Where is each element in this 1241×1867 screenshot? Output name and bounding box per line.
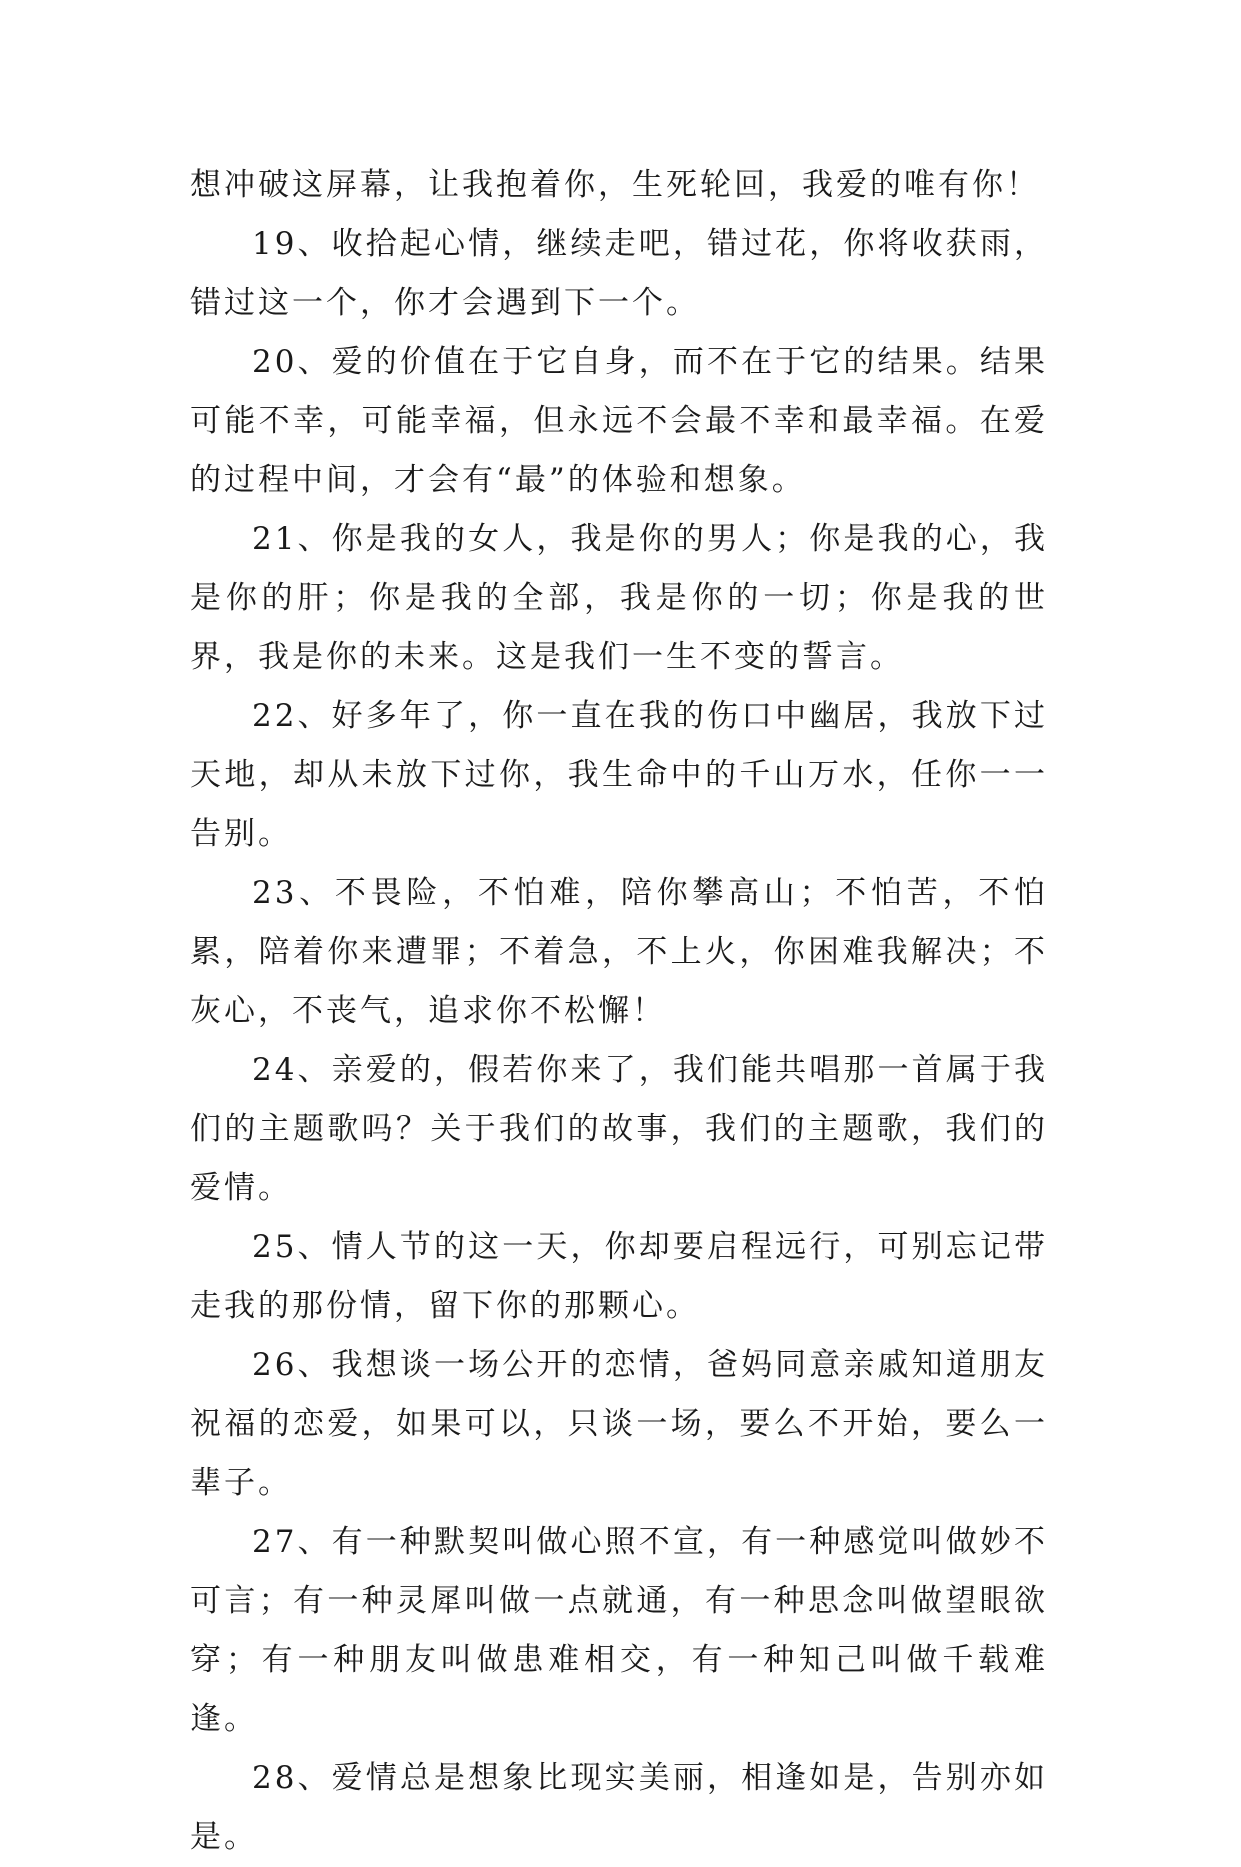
paragraph-22: 22、好多年了，你一直在我的伤口中幽居，我放下过天地，却从未放下过你，我生命中的千山万水，任你一一告别。 bbox=[190, 698, 1048, 852]
paragraph-25: 25、情人节的这一天，你却要启程远行，可别忘记带走我的那份情，留下你的那颗心。 bbox=[190, 1229, 1048, 1324]
paragraph-27: 27、有一种默契叫做心照不宣，有一种感觉叫做妙不可言；有一种灵犀叫做一点就通，有一种思念叫做望眼欲穿；有一种朋友叫做患难相交，有一种知己叫做千载难逢。 bbox=[190, 1524, 1048, 1737]
paragraph-23: 23、不畏险，不怕难，陪你攀高山；不怕苦，不怕累，陪着你来遭罪；不着急，不上火，你困难我解决；不灰心，不丧气，追求你不松懈！ bbox=[190, 875, 1048, 1029]
paragraph-19: 19、收拾起心情，继续走吧，错过花，你将收获雨，错过这一个，你才会遇到下一个。 bbox=[190, 226, 1048, 321]
paragraph-26: 26、我想谈一场公开的恋情，爸妈同意亲戚知道朋友祝福的恋爱，如果可以，只谈一场，要么不开始，要么一辈子。 bbox=[190, 1347, 1048, 1501]
document-body bbox=[190, 156, 1048, 1867]
paragraph-continuation: 想冲破这屏幕，让我抱着你，生死轮回，我爱的唯有你！ bbox=[190, 167, 1040, 203]
paragraph-28: 28、爱情总是想象比现实美丽，相逢如是，告别亦如是。 bbox=[190, 1760, 1048, 1855]
paragraph-21: 21、你是我的女人，我是你的男人；你是我的心，我是你的肝；你是我的全部，我是你的一切；你是我的世界，我是你的未来。这是我们一生不变的誓言。 bbox=[190, 521, 1048, 675]
paragraph-24: 24、亲爱的，假若你来了，我们能共唱那一首属于我们的主题歌吗？关于我们的故事，我们的主题歌，我们的爱情。 bbox=[190, 1052, 1048, 1206]
paragraph-20: 20、爱的价值在于它自身，而不在于它的结果。结果可能不幸，可能幸福，但永远不会最不幸和最幸福。在爱的过程中间，才会有“最”的体验和想象。 bbox=[190, 344, 1048, 498]
